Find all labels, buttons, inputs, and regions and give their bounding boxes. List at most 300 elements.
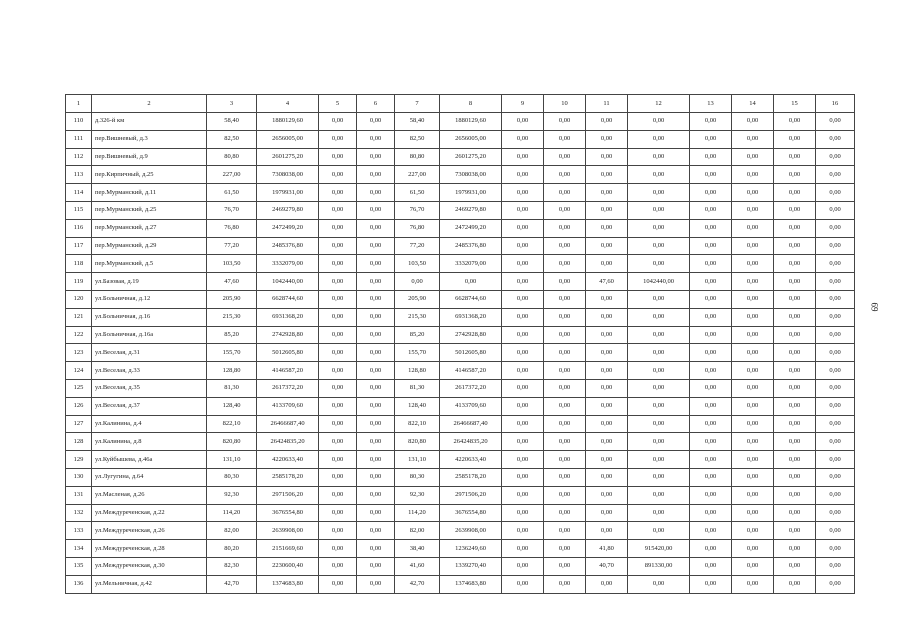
value-cell: 0,00 [816, 326, 855, 344]
value-cell: 0,00 [816, 504, 855, 522]
value-cell: 822,10 [207, 415, 257, 433]
value-cell: 0,00 [586, 326, 628, 344]
value-cell: 0,00 [816, 237, 855, 255]
value-cell: 5012605,80 [440, 344, 502, 362]
value-cell: 0,00 [586, 148, 628, 166]
row-number-cell: 120 [66, 290, 92, 308]
value-cell: 0,00 [774, 415, 816, 433]
address-cell: ул.Междуреченская, д.30 [92, 557, 207, 575]
value-cell: 0,00 [774, 504, 816, 522]
value-cell: 0,00 [816, 255, 855, 273]
value-cell: 0,00 [628, 486, 690, 504]
value-cell: 0,00 [774, 540, 816, 558]
value-cell: 0,00 [690, 575, 732, 593]
value-cell: 58,40 [395, 113, 440, 131]
value-cell: 0,00 [628, 130, 690, 148]
value-cell: 0,00 [690, 308, 732, 326]
value-cell: 0,00 [774, 130, 816, 148]
row-number-cell: 122 [66, 326, 92, 344]
column-number-cell: 1 [66, 95, 92, 113]
value-cell: 0,00 [732, 326, 774, 344]
address-cell: ул.Больничная, д.16а [92, 326, 207, 344]
value-cell: 76,70 [207, 201, 257, 219]
value-cell: 0,00 [774, 379, 816, 397]
value-cell: 0,00 [502, 468, 544, 486]
table-row [66, 433, 855, 451]
value-cell: 0,00 [816, 379, 855, 397]
value-cell: 0,00 [319, 575, 357, 593]
value-cell: 0,00 [502, 557, 544, 575]
value-cell: 128,80 [207, 362, 257, 380]
value-cell: 5012605,80 [257, 344, 319, 362]
value-cell: 0,00 [319, 273, 357, 291]
table-row [66, 486, 855, 504]
value-cell: 7308038,00 [257, 166, 319, 184]
table-row [66, 113, 855, 131]
value-cell: 40,70 [586, 557, 628, 575]
value-cell: 2656005,00 [257, 130, 319, 148]
value-cell: 0,00 [732, 290, 774, 308]
value-cell: 0,00 [357, 362, 395, 380]
value-cell: 0,00 [816, 433, 855, 451]
value-cell: 0,00 [544, 201, 586, 219]
value-cell: 0,00 [586, 415, 628, 433]
address-cell: ул.Мельничная, д.42 [92, 575, 207, 593]
value-cell: 0,00 [816, 468, 855, 486]
value-cell: 80,20 [207, 540, 257, 558]
value-cell: 0,00 [319, 113, 357, 131]
row-number-cell: 129 [66, 451, 92, 469]
value-cell: 1979931,00 [257, 184, 319, 202]
table-row [66, 148, 855, 166]
value-cell: 155,70 [395, 344, 440, 362]
address-cell: ул.Веселая, д.35 [92, 379, 207, 397]
value-cell: 0,00 [357, 166, 395, 184]
table-row [66, 219, 855, 237]
value-cell: 0,00 [774, 344, 816, 362]
value-cell: 26466687,40 [440, 415, 502, 433]
value-cell: 0,00 [816, 113, 855, 131]
value-cell: 0,00 [690, 184, 732, 202]
value-cell: 0,00 [732, 486, 774, 504]
value-cell: 4133709,60 [257, 397, 319, 415]
value-cell: 76,70 [395, 201, 440, 219]
address-cell: ул.Междуреченская, д.26 [92, 522, 207, 540]
value-cell: 2656005,00 [440, 130, 502, 148]
value-cell: 0,00 [690, 273, 732, 291]
value-cell: 0,00 [628, 379, 690, 397]
value-cell: 0,00 [690, 130, 732, 148]
value-cell: 0,00 [628, 326, 690, 344]
value-cell: 0,00 [586, 166, 628, 184]
value-cell: 0,00 [357, 575, 395, 593]
value-cell: 215,30 [207, 308, 257, 326]
value-cell: 0,00 [690, 326, 732, 344]
value-cell: 0,00 [690, 557, 732, 575]
value-cell: 85,20 [207, 326, 257, 344]
value-cell: 85,20 [395, 326, 440, 344]
value-cell: 0,00 [502, 201, 544, 219]
value-cell: 0,00 [544, 415, 586, 433]
value-cell: 0,00 [357, 273, 395, 291]
value-cell: 6931368,20 [257, 308, 319, 326]
value-cell: 0,00 [816, 522, 855, 540]
value-cell: 0,00 [690, 290, 732, 308]
value-cell: 0,00 [357, 522, 395, 540]
value-cell: 0,00 [502, 415, 544, 433]
value-cell: 2585178,20 [440, 468, 502, 486]
value-cell: 0,00 [502, 504, 544, 522]
value-cell: 0,00 [357, 237, 395, 255]
value-cell: 76,80 [207, 219, 257, 237]
value-cell: 0,00 [357, 130, 395, 148]
value-cell: 0,00 [357, 468, 395, 486]
value-cell: 0,00 [774, 290, 816, 308]
value-cell: 92,30 [207, 486, 257, 504]
value-cell: 0,00 [774, 486, 816, 504]
value-cell: 0,00 [544, 468, 586, 486]
value-cell: 0,00 [544, 148, 586, 166]
table-row [66, 130, 855, 148]
address-cell: пер.Кирпичный, д.25 [92, 166, 207, 184]
value-cell: 0,00 [774, 468, 816, 486]
value-cell: 0,00 [690, 219, 732, 237]
value-cell: 205,90 [207, 290, 257, 308]
address-cell: д.326-й км [92, 113, 207, 131]
value-cell: 0,00 [319, 290, 357, 308]
value-cell: 0,00 [774, 166, 816, 184]
value-cell: 1042440,00 [257, 273, 319, 291]
value-cell: 0,00 [502, 397, 544, 415]
value-cell: 4220633,40 [440, 451, 502, 469]
row-number-cell: 119 [66, 273, 92, 291]
value-cell: 77,20 [207, 237, 257, 255]
value-cell: 0,00 [732, 184, 774, 202]
value-cell: 0,00 [732, 504, 774, 522]
value-cell: 0,00 [319, 308, 357, 326]
value-cell: 0,00 [690, 522, 732, 540]
value-cell: 0,00 [732, 379, 774, 397]
value-cell: 0,00 [319, 451, 357, 469]
value-cell: 0,00 [502, 237, 544, 255]
value-cell: 1880129,60 [257, 113, 319, 131]
value-cell: 0,00 [319, 344, 357, 362]
value-cell: 1979931,00 [440, 184, 502, 202]
value-cell: 0,00 [690, 148, 732, 166]
value-cell: 0,00 [357, 148, 395, 166]
address-cell: ул.Междуреченская, д.28 [92, 540, 207, 558]
value-cell: 915420,00 [628, 540, 690, 558]
value-cell: 0,00 [502, 130, 544, 148]
value-cell: 2601275,20 [440, 148, 502, 166]
value-cell: 820,80 [395, 433, 440, 451]
value-cell: 0,00 [502, 540, 544, 558]
address-cell: ул.Калинина, д.4 [92, 415, 207, 433]
value-cell: 0,00 [816, 540, 855, 558]
value-cell: 1339270,40 [440, 557, 502, 575]
value-cell: 0,00 [690, 362, 732, 380]
value-cell: 128,40 [207, 397, 257, 415]
value-cell: 0,00 [774, 113, 816, 131]
value-cell: 0,00 [544, 184, 586, 202]
value-cell: 0,00 [816, 415, 855, 433]
column-number-cell: 9 [502, 95, 544, 113]
value-cell: 2639908,00 [440, 522, 502, 540]
value-cell: 6628744,60 [257, 290, 319, 308]
table-row [66, 397, 855, 415]
row-number-cell: 118 [66, 255, 92, 273]
value-cell: 114,20 [395, 504, 440, 522]
table-row [66, 468, 855, 486]
value-cell: 2230600,40 [257, 557, 319, 575]
value-cell: 0,00 [357, 486, 395, 504]
value-cell: 891330,00 [628, 557, 690, 575]
value-cell: 0,00 [319, 362, 357, 380]
value-cell: 0,00 [774, 184, 816, 202]
value-cell: 0,00 [544, 433, 586, 451]
value-cell: 1374683,80 [257, 575, 319, 593]
value-cell: 0,00 [586, 397, 628, 415]
value-cell: 0,00 [502, 326, 544, 344]
value-cell: 0,00 [357, 255, 395, 273]
value-cell: 0,00 [586, 575, 628, 593]
value-cell: 4146587,20 [257, 362, 319, 380]
value-cell: 0,00 [502, 113, 544, 131]
value-cell: 0,00 [690, 468, 732, 486]
value-cell: 61,50 [395, 184, 440, 202]
value-cell: 0,00 [357, 326, 395, 344]
value-cell: 0,00 [544, 540, 586, 558]
value-cell: 0,00 [586, 184, 628, 202]
value-cell: 81,30 [207, 379, 257, 397]
value-cell: 0,00 [732, 575, 774, 593]
value-cell: 0,00 [357, 415, 395, 433]
value-cell: 0,00 [732, 557, 774, 575]
value-cell: 820,80 [207, 433, 257, 451]
table-row [66, 557, 855, 575]
value-cell: 47,60 [586, 273, 628, 291]
value-cell: 0,00 [586, 308, 628, 326]
row-number-cell: 114 [66, 184, 92, 202]
value-cell: 0,00 [544, 362, 586, 380]
value-cell: 0,00 [319, 486, 357, 504]
page-number: 69 [869, 302, 880, 312]
value-cell: 0,00 [732, 522, 774, 540]
value-cell: 0,00 [586, 379, 628, 397]
table-row [66, 415, 855, 433]
value-cell: 0,00 [586, 486, 628, 504]
value-cell: 2742928,80 [440, 326, 502, 344]
table-row [66, 237, 855, 255]
value-cell: 80,30 [207, 468, 257, 486]
value-cell: 0,00 [502, 451, 544, 469]
value-cell: 82,30 [207, 557, 257, 575]
value-cell: 0,00 [628, 166, 690, 184]
value-cell: 41,80 [586, 540, 628, 558]
table-row [66, 326, 855, 344]
row-number-cell: 127 [66, 415, 92, 433]
address-cell: ул.Базовая, д.19 [92, 273, 207, 291]
value-cell: 0,00 [357, 557, 395, 575]
value-cell: 0,00 [690, 486, 732, 504]
value-cell: 3676554,80 [257, 504, 319, 522]
value-cell: 0,00 [544, 237, 586, 255]
row-number-cell: 130 [66, 468, 92, 486]
value-cell: 0,00 [502, 522, 544, 540]
value-cell: 0,00 [319, 201, 357, 219]
value-cell: 0,00 [319, 468, 357, 486]
value-cell: 0,00 [732, 308, 774, 326]
value-cell: 0,00 [544, 504, 586, 522]
row-number-cell: 123 [66, 344, 92, 362]
value-cell: 0,00 [628, 148, 690, 166]
value-cell: 2472499,20 [257, 219, 319, 237]
value-cell: 0,00 [440, 273, 502, 291]
value-cell: 0,00 [816, 397, 855, 415]
column-number-cell: 13 [690, 95, 732, 113]
row-number-cell: 128 [66, 433, 92, 451]
row-number-cell: 121 [66, 308, 92, 326]
value-cell: 0,00 [732, 237, 774, 255]
address-cell: пер.Вишневый, д.3 [92, 130, 207, 148]
value-cell: 0,00 [732, 540, 774, 558]
column-number-cell: 6 [357, 95, 395, 113]
value-cell: 0,00 [357, 184, 395, 202]
value-cell: 0,00 [544, 290, 586, 308]
value-cell: 0,00 [732, 201, 774, 219]
value-cell: 0,00 [544, 557, 586, 575]
row-number-cell: 117 [66, 237, 92, 255]
table-row [66, 504, 855, 522]
value-cell: 76,80 [395, 219, 440, 237]
address-cell: пер.Мурманский, д.27 [92, 219, 207, 237]
value-cell: 38,40 [395, 540, 440, 558]
table-row [66, 379, 855, 397]
value-cell: 0,00 [816, 362, 855, 380]
value-cell: 0,00 [544, 166, 586, 184]
value-cell: 0,00 [502, 344, 544, 362]
value-cell: 0,00 [774, 522, 816, 540]
value-cell: 4146587,20 [440, 362, 502, 380]
value-cell: 0,00 [816, 130, 855, 148]
value-cell: 0,00 [502, 184, 544, 202]
value-cell: 0,00 [319, 184, 357, 202]
value-cell: 0,00 [732, 166, 774, 184]
value-cell: 0,00 [816, 557, 855, 575]
value-cell: 0,00 [502, 166, 544, 184]
table-row [66, 255, 855, 273]
address-cell: ул.Веселая, д.31 [92, 344, 207, 362]
value-cell: 0,00 [774, 237, 816, 255]
value-cell: 0,00 [502, 308, 544, 326]
table-row [66, 575, 855, 593]
address-cell: ул.Веселая, д.37 [92, 397, 207, 415]
value-cell: 0,00 [319, 255, 357, 273]
table-row [66, 308, 855, 326]
value-cell: 0,00 [319, 397, 357, 415]
value-cell: 1042440,00 [628, 273, 690, 291]
value-cell: 3332079,00 [440, 255, 502, 273]
column-number-cell: 12 [628, 95, 690, 113]
value-cell: 0,00 [357, 540, 395, 558]
value-cell: 2585178,20 [257, 468, 319, 486]
row-number-cell: 113 [66, 166, 92, 184]
column-number-cell: 3 [207, 95, 257, 113]
value-cell: 80,80 [395, 148, 440, 166]
value-cell: 0,00 [319, 237, 357, 255]
value-cell: 0,00 [690, 255, 732, 273]
value-cell: 0,00 [732, 148, 774, 166]
value-cell: 0,00 [586, 113, 628, 131]
value-cell: 0,00 [502, 362, 544, 380]
row-number-cell: 115 [66, 201, 92, 219]
column-number-cell: 4 [257, 95, 319, 113]
address-cell: ул.Лугугина, д.64 [92, 468, 207, 486]
address-cell: ул.Веселая, д.33 [92, 362, 207, 380]
value-cell: 0,00 [816, 290, 855, 308]
value-cell: 0,00 [690, 344, 732, 362]
table-row [66, 166, 855, 184]
value-cell: 0,00 [774, 433, 816, 451]
value-cell: 0,00 [586, 451, 628, 469]
value-cell: 2971506,20 [440, 486, 502, 504]
value-cell: 82,50 [207, 130, 257, 148]
value-cell: 0,00 [357, 113, 395, 131]
column-number-cell: 10 [544, 95, 586, 113]
value-cell: 0,00 [544, 130, 586, 148]
value-cell: 0,00 [628, 255, 690, 273]
value-cell: 0,00 [357, 290, 395, 308]
value-cell: 0,00 [319, 522, 357, 540]
value-cell: 0,00 [544, 575, 586, 593]
value-cell: 0,00 [774, 451, 816, 469]
value-cell: 0,00 [502, 148, 544, 166]
value-cell: 0,00 [732, 344, 774, 362]
value-cell: 0,00 [732, 433, 774, 451]
value-cell: 0,00 [816, 148, 855, 166]
value-cell: 0,00 [774, 273, 816, 291]
value-cell: 1374683,80 [440, 575, 502, 593]
address-cell: пер.Мурманский, д.5 [92, 255, 207, 273]
column-number-cell: 7 [395, 95, 440, 113]
value-cell: 0,00 [586, 344, 628, 362]
value-cell: 0,00 [502, 433, 544, 451]
value-cell: 0,00 [586, 201, 628, 219]
value-cell: 0,00 [544, 255, 586, 273]
value-cell: 0,00 [586, 433, 628, 451]
value-cell: 0,00 [690, 397, 732, 415]
value-cell: 0,00 [544, 486, 586, 504]
value-cell: 0,00 [774, 255, 816, 273]
value-cell: 0,00 [628, 397, 690, 415]
value-cell: 0,00 [732, 415, 774, 433]
value-cell: 0,00 [502, 290, 544, 308]
row-number-cell: 133 [66, 522, 92, 540]
value-cell: 2472499,20 [440, 219, 502, 237]
value-cell: 103,50 [207, 255, 257, 273]
value-cell: 0,00 [319, 166, 357, 184]
row-number-cell: 124 [66, 362, 92, 380]
value-cell: 2151669,60 [257, 540, 319, 558]
value-cell: 227,00 [395, 166, 440, 184]
address-cell: пер.Мурманский, д.29 [92, 237, 207, 255]
value-cell: 0,00 [544, 326, 586, 344]
value-cell: 0,00 [319, 415, 357, 433]
value-cell: 26424835,20 [257, 433, 319, 451]
value-cell: 0,00 [319, 148, 357, 166]
value-cell: 0,00 [586, 362, 628, 380]
value-cell: 0,00 [732, 451, 774, 469]
